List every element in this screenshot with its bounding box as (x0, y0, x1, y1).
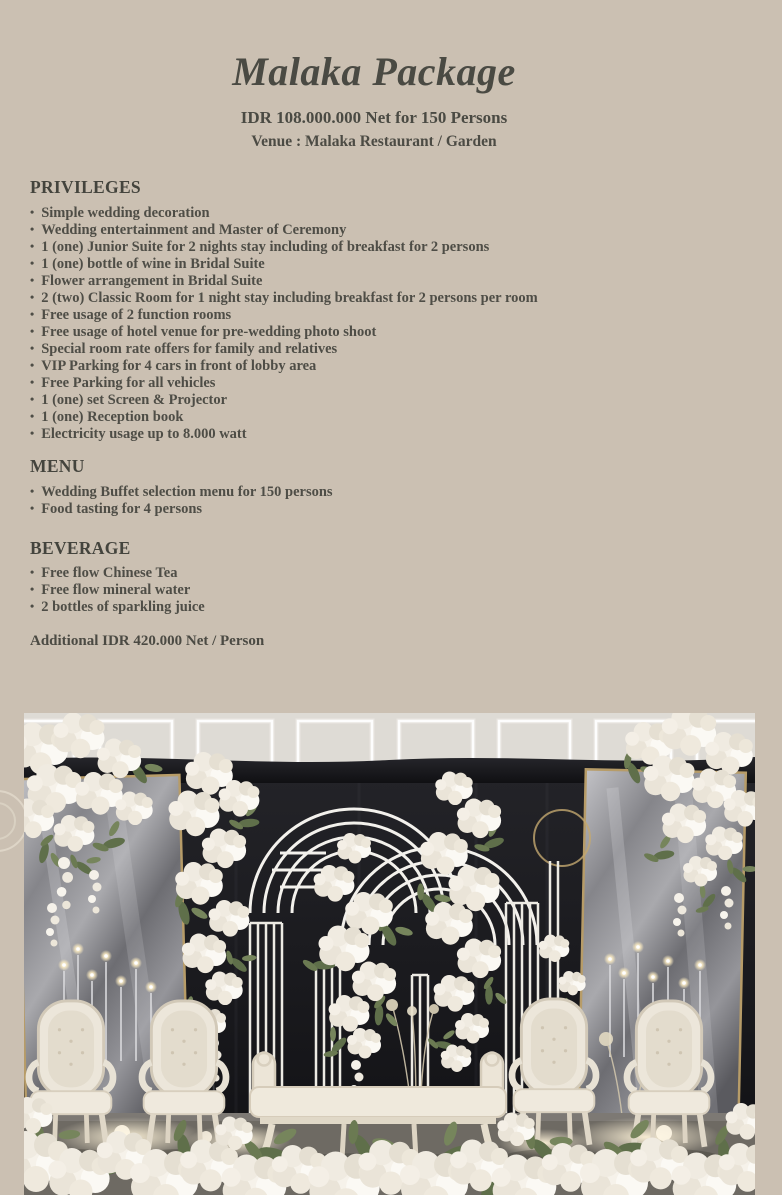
section-heading-menu: MENU (30, 456, 85, 476)
list-item: • Food tasting for 4 persons (30, 501, 754, 518)
list-item: • Wedding entertainment and Master of Ceremony (30, 222, 754, 239)
beverage-list (30, 565, 754, 616)
list-item: • Free flow mineral water (30, 582, 754, 599)
flyer-header (0, 0, 748, 151)
menu-list (30, 484, 754, 518)
list-item: • 1 (one) bottle of wine in Bridal Suite (30, 256, 754, 273)
list-item: • 2 bottles of sparkling juice (30, 599, 754, 616)
section-heading-beverage: BEVERAGE (30, 538, 131, 558)
list-item: • 1 (one) Reception book (30, 409, 754, 426)
list-item: • 2 (two) Classic Room for 1 night stay including breakfast for 2 persons per room (30, 290, 754, 307)
list-item: • VIP Parking for 4 cars in front of lobby area (30, 358, 754, 375)
list-item: • Electricity usage up to 8.000 watt (30, 426, 754, 443)
privileges-list (30, 205, 754, 443)
list-item: • Simple wedding decoration (30, 205, 754, 222)
list-item: • 1 (one) Junior Suite for 2 nights stay including of breakfast for 2 persons (30, 239, 754, 256)
price-line: IDR 108.000.000 Net for 150 Persons (240, 108, 508, 127)
list-item: • Free flow Chinese Tea (30, 565, 754, 582)
stage-photo (24, 713, 755, 1195)
venue-line: Venue : Malaka Restaurant / Garden (251, 133, 497, 150)
list-item: • Free Parking for all vehicles (30, 375, 754, 392)
list-item: • Flower arrangement in Bridal Suite (30, 273, 754, 290)
additional-price-line: Additional IDR 420.000 Net / Person (30, 633, 265, 649)
list-item: • 1 (one) set Screen & Projector (30, 392, 754, 409)
list-item: • Free usage of 2 function rooms (30, 307, 754, 324)
page-title: Malaka Package (232, 49, 516, 94)
list-item: • Free usage of hotel venue for pre-wedding photo shoot (30, 324, 754, 341)
section-heading-privileges: PRIVILEGES (30, 177, 141, 197)
list-item: • Wedding Buffet selection menu for 150 persons (30, 484, 754, 501)
list-item: • Special room rate offers for family and relatives (30, 341, 754, 358)
package-details (30, 178, 754, 650)
